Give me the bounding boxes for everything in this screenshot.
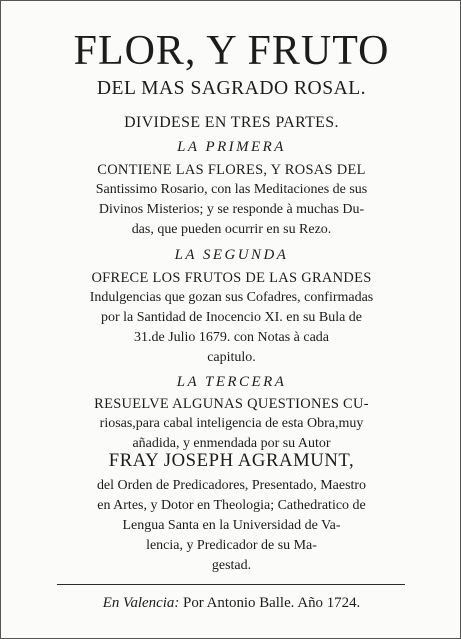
part-two-line: capitulo.	[207, 350, 256, 365]
part-two-heading: LA SEGUNDA	[174, 247, 289, 263]
part-three-line: riosas,para cabal inteligencia de esta Obra,muy	[99, 416, 364, 431]
part-two-line: Indulgencias que gozan sus Cofadres, confirmadas	[89, 290, 374, 305]
author-line: gestad.	[211, 558, 252, 573]
book-subtitle: DEL MAS SAGRADO ROSAL.	[96, 78, 367, 99]
part-one-heading: LA PRIMERA	[177, 139, 286, 155]
part-three-heading: LA TERCERA	[176, 374, 287, 390]
author-line: Lengua Santa en la Universidad de Va-	[122, 518, 341, 533]
author-line: en Artes, y Dotor en Theologia; Cathedratico de	[97, 498, 366, 513]
part-one-line: Santissimo Rosario, con las Meditaciones de sus	[95, 182, 368, 197]
author-line: del Orden de Predicadores, Presentado, Maestro	[96, 478, 367, 493]
division-heading: DIVIDESE EN TRES PARTES.	[124, 114, 339, 131]
part-three-line: añadida, y enmendada por su Autor	[132, 436, 331, 451]
author-line: lencia, y Predicador de su Ma-	[146, 538, 317, 553]
imprint-rule	[57, 584, 405, 585]
imprint	[1, 596, 461, 611]
part-two-line: OFRECE LOS FRUTOS DE LAS GRANDES	[91, 270, 372, 286]
part-three-line: RESUELVE ALGUNAS QUESTIONES CU-	[94, 396, 369, 412]
book-title: FLOR, Y FRUTO	[73, 28, 390, 74]
author-name: FRAY JOSEPH AGRAMUNT,	[108, 450, 355, 471]
imprint-printer: Por Antonio Balle.	[183, 595, 295, 611]
part-one-line: CONTIENE LAS FLORES, Y ROSAS DEL	[97, 162, 366, 178]
imprint-place: En Valencia:	[102, 595, 180, 611]
part-one-line: Divinos Misterios; y se responde à muchas Du-	[98, 202, 365, 217]
imprint-year: Año 1724.	[297, 595, 361, 611]
part-one-line: das, que pueden ocurrir en su Rezo.	[131, 222, 332, 237]
part-two-line: 31.de Julio 1679. con Notas à cada	[134, 330, 329, 345]
part-two-line: por la Santidad de Inocencio XI. en su Bula de	[101, 310, 362, 325]
